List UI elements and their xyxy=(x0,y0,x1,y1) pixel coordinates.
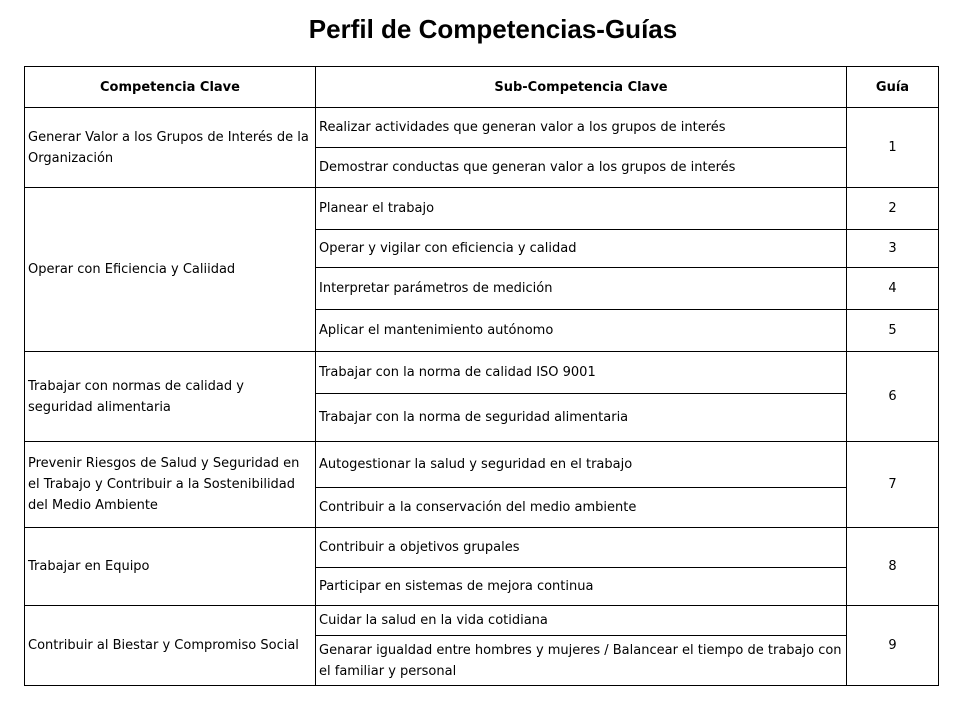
header-guia: Guía xyxy=(847,67,939,108)
competencia-cell: Trabajar con normas de calidad y seguridad alimentaria xyxy=(25,352,316,442)
guia-cell: 5 xyxy=(847,310,939,352)
sub-competencia-cell: Realizar actividades que generan valor a los grupos de interés xyxy=(316,108,847,148)
guia-cell: 2 xyxy=(847,188,939,230)
header-sub-competencia: Sub-Competencia Clave xyxy=(316,67,847,108)
header-competencia: Competencia Clave xyxy=(25,67,316,108)
guia-cell: 3 xyxy=(847,230,939,268)
sub-competencia-cell: Genarar igualdad entre hombres y mujeres / Balancear el tiempo de trabajo con el familiar y personal xyxy=(316,636,847,686)
competencia-cell: Prevenir Riesgos de Salud y Seguridad en el Trabajo y Contribuir a la Sostenibilidad del Medio Ambiente xyxy=(25,442,316,528)
competencias-table xyxy=(24,66,939,686)
guia-cell: 1 xyxy=(847,108,939,188)
table-row xyxy=(25,442,939,488)
sub-competencia-cell: Aplicar el mantenimiento autónomo xyxy=(316,310,847,352)
table-row xyxy=(25,528,939,568)
guia-cell: 4 xyxy=(847,268,939,310)
sub-competencia-cell: Demostrar conductas que generan valor a los grupos de interés xyxy=(316,148,847,188)
sub-competencia-cell: Autogestionar la salud y seguridad en el trabajo xyxy=(316,442,847,488)
guia-cell: 9 xyxy=(847,606,939,686)
competencia-cell: Trabajar en Equipo xyxy=(25,528,316,606)
competencia-cell: Contribuir al Biestar y Compromiso Social xyxy=(25,606,316,686)
guia-cell: 7 xyxy=(847,442,939,528)
sub-competencia-cell: Operar y vigilar con eficiencia y calidad xyxy=(316,230,847,268)
header-row xyxy=(25,67,939,108)
sub-competencia-cell: Trabajar con la norma de seguridad alimentaria xyxy=(316,394,847,442)
sub-competencia-cell: Planear el trabajo xyxy=(316,188,847,230)
page-title: Perfil de Competencias-Guías xyxy=(308,14,678,44)
sub-competencia-cell: Trabajar con la norma de calidad ISO 9001 xyxy=(316,352,847,394)
guia-cell: 8 xyxy=(847,528,939,606)
sub-competencia-cell: Cuidar la salud en la vida cotidiana xyxy=(316,606,847,636)
sub-competencia-cell: Interpretar parámetros de medición xyxy=(316,268,847,310)
sub-competencia-cell: Contribuir a objetivos grupales xyxy=(316,528,847,568)
table-row xyxy=(25,606,939,636)
table-row xyxy=(25,188,939,230)
sub-competencia-cell: Participar en sistemas de mejora continua xyxy=(316,568,847,606)
table-row xyxy=(25,108,939,148)
sub-competencia-cell: Contribuir a la conservación del medio ambiente xyxy=(316,488,847,528)
table-row xyxy=(25,352,939,394)
competencia-cell: Generar Valor a los Grupos de Interés de la Organización xyxy=(25,108,316,188)
competencia-cell: Operar con Eficiencia y Caliidad xyxy=(25,188,316,352)
guia-cell: 6 xyxy=(847,352,939,442)
